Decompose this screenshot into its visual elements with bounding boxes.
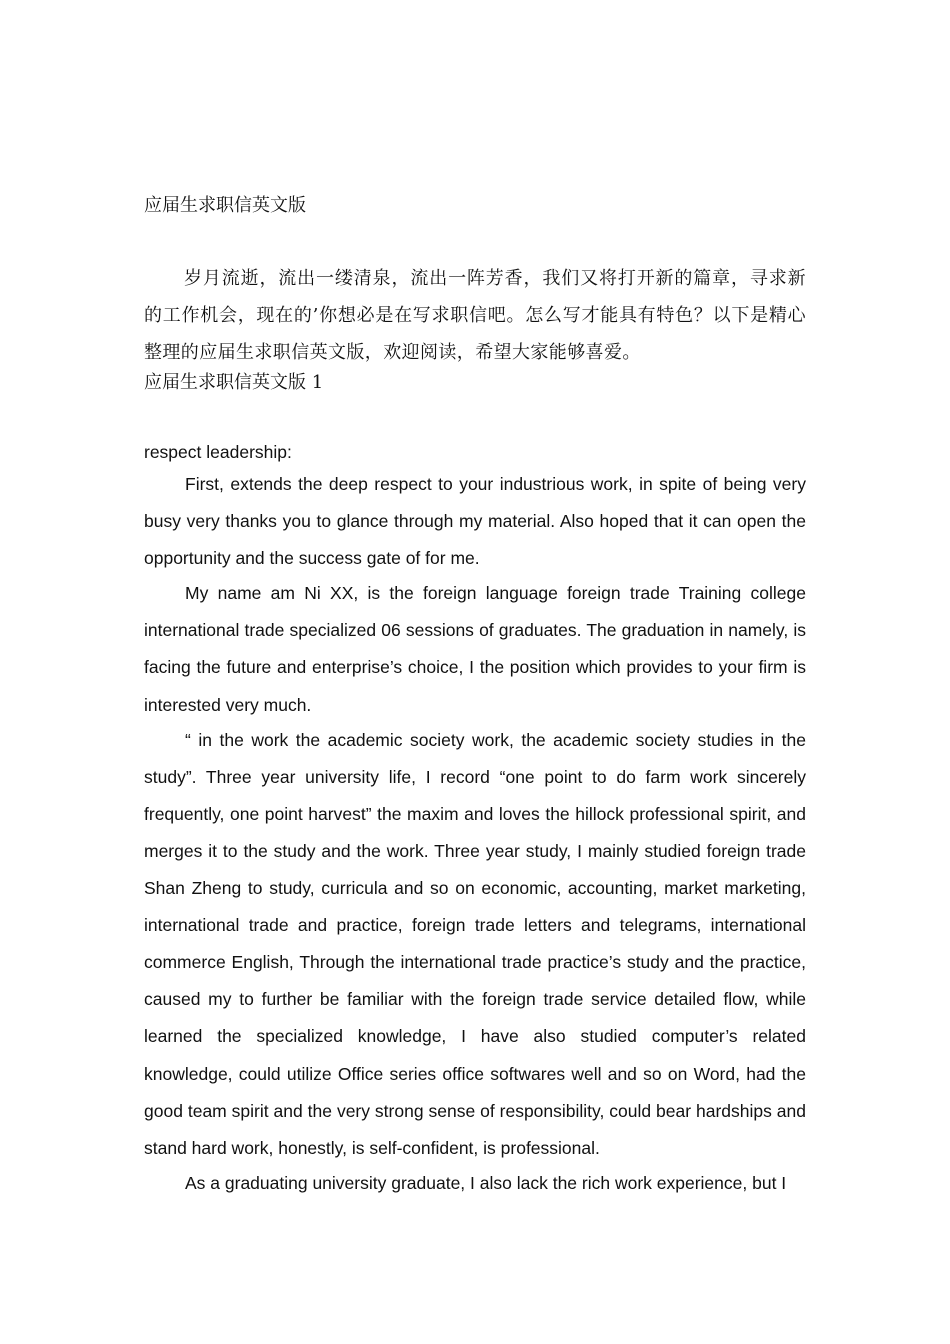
- document-title: 应届生求职信英文版: [144, 195, 306, 216]
- letter-paragraph-1: First, extends the deep respect to your industrious work, in spite of being very busy very thanks you to glance through my material. Also hoped that it can open the opportunity and the success gate of for me.: [144, 474, 806, 569]
- letter-paragraph-3: “ in the work the academic society work, the academic society studies in the study”. Three year university life, I record “one point to do farm work sincerely frequently, one point harvest” the maxim and loves the hillock professional spirit, and merges it to the study and the work. Three year study, I mainly studied foreign trade Shan Zheng to study, curricula and so on economic, accounting, market marketing, international trade and practice, foreign trade letters and telegrams, international commerce English, Through the international trade practice’s study and the practice, caused my to further be familiar with the foreign trade service detailed flow, while learned the specialized knowledge, I have also studied computer’s related knowledge, could utilize Office series office softwares well and so on Word, had the good team spirit and the very strong sense of responsibility, could bear hardships and stand hard work, honestly, is self-confident, is professional.: [144, 729, 806, 1158]
- section-title: 应届生求职信英文版 1: [144, 372, 324, 393]
- letter-paragraph-2: My name am Ni XX, is the foreign language foreign trade Training college international trade specialized 06 sessions of graduates. The graduation in namely, is facing the future and enterprise’s choice, I the position which provides to your firm is interested very much.: [144, 583, 806, 715]
- letter-paragraph-4: As a graduating university graduate, I also lack the rich work experience, but I: [185, 1172, 787, 1193]
- intro-paragraph: 岁月流逝，流出一缕清泉，流出一阵芳香，我们又将打开新的篇章，寻求新的工作机会，现在的’你想必是在写求职信吧。怎么写才能具有特色？以下是精心整理的应届生求职信英文版，欢迎阅读，希望大家能够喜爱。: [144, 268, 806, 363]
- salutation: respect leadership:: [144, 442, 292, 462]
- letter-body: [144, 466, 806, 1200]
